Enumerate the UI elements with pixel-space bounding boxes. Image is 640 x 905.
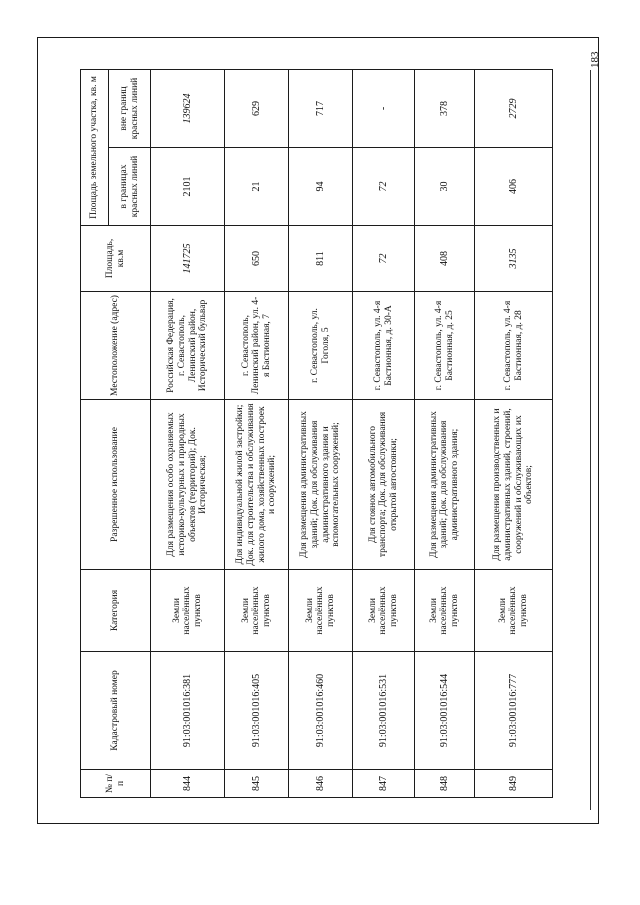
cell-outside: 139624 bbox=[151, 69, 225, 147]
cell-cadastral: 91:03:001016:544 bbox=[415, 652, 475, 770]
table-row bbox=[225, 69, 289, 797]
cell-area: 141725 bbox=[151, 226, 225, 292]
cell-inside: 94 bbox=[289, 148, 353, 226]
cell-num: 845 bbox=[225, 770, 289, 798]
footer-rule bbox=[590, 70, 591, 810]
header-area: Площадь, кв.м bbox=[81, 226, 151, 292]
cell-location: г. Севастополь, ул. 4-я Бастионная, д. 28 bbox=[475, 292, 553, 400]
page-number: 183 bbox=[589, 51, 601, 69]
cell-num: 846 bbox=[289, 770, 353, 798]
cell-cadastral: 91:03:001016:405 bbox=[225, 652, 289, 770]
cell-use: Для индивидуальной жилой застройки; Док. для строительства и обслуживания жилого дома, хозяйственных построек и сооружений; bbox=[225, 400, 289, 570]
table-row bbox=[151, 69, 225, 797]
header-permitted-use: Разрешенное использование bbox=[81, 400, 151, 570]
cell-outside: 717 bbox=[289, 69, 353, 147]
cell-cadastral: 91:03:001016:777 bbox=[475, 652, 553, 770]
header-outside-red-lines: вне границ красных линий bbox=[109, 69, 151, 147]
cell-inside: 2101 bbox=[151, 148, 225, 226]
cell-inside: 72 bbox=[353, 148, 415, 226]
header-land-area-group: Площадь земельного участка, кв. м bbox=[81, 69, 109, 225]
cell-category: Земли населённых пунктов bbox=[225, 570, 289, 652]
header-cadastral-number: Кадастровый номер bbox=[81, 652, 151, 770]
cell-category: Земли населённых пунктов bbox=[475, 570, 553, 652]
header-num: № п/п bbox=[81, 770, 151, 798]
cell-use: Для стоянок автомобильного транспорта; Док. для обслуживания открытой автостоянки; bbox=[353, 400, 415, 570]
table-row bbox=[415, 69, 475, 797]
cell-category: Земли населённых пунктов bbox=[151, 570, 225, 652]
header-location: Местоположение (адрес) bbox=[81, 292, 151, 400]
cell-outside: 629 bbox=[225, 69, 289, 147]
cell-location: г. Севастополь, ул. 4-я Бастионная, д. 25 bbox=[415, 292, 475, 400]
cell-area: 3135 bbox=[475, 226, 553, 292]
cell-use: Для размещения особо охраняемых историко-культурных и природных объектов (территорий); Док. Историческая; bbox=[151, 400, 225, 570]
cell-num: 849 bbox=[475, 770, 553, 798]
cell-area: 408 bbox=[415, 226, 475, 292]
cell-cadastral: 91:03:001016:531 bbox=[353, 652, 415, 770]
cell-cadastral: 91:03:001016:460 bbox=[289, 652, 353, 770]
table-row bbox=[475, 69, 553, 797]
cell-category: Земли населённых пунктов bbox=[353, 570, 415, 652]
cell-area: 811 bbox=[289, 226, 353, 292]
cell-category: Земли населённых пунктов bbox=[415, 570, 475, 652]
table-row bbox=[289, 69, 353, 797]
cell-outside: 378 bbox=[415, 69, 475, 147]
cell-location: г. Севастополь, Ленинский район, ул. 4-я Бастионная, 7 bbox=[225, 292, 289, 400]
cell-use: Для размещения производственных и административных зданий, строений, сооружений и обслуживающих их объектов; bbox=[475, 400, 553, 570]
cell-inside: 30 bbox=[415, 148, 475, 226]
land-plot-table bbox=[80, 69, 553, 798]
cell-location: г. Севастополь, ул. Гоголя, 5 bbox=[289, 292, 353, 400]
rotated-table-container bbox=[80, 70, 552, 798]
cell-inside: 406 bbox=[475, 148, 553, 226]
cell-inside: 21 bbox=[225, 148, 289, 226]
cell-location: г. Севастополь, ул. 4-я Бастионная, д. 30-А bbox=[353, 292, 415, 400]
cell-outside: 2729 bbox=[475, 69, 553, 147]
header-inside-red-lines: в границах красных линий bbox=[109, 148, 151, 226]
header-category: Категория bbox=[81, 570, 151, 652]
cell-use: Для размещения административных зданий; Док. для обслуживания административного здания; bbox=[415, 400, 475, 570]
cell-num: 847 bbox=[353, 770, 415, 798]
table-row bbox=[353, 69, 415, 797]
cell-outside: - bbox=[353, 69, 415, 147]
cell-num: 844 bbox=[151, 770, 225, 798]
cell-area: 72 bbox=[353, 226, 415, 292]
cell-category: Земли населённых пунктов bbox=[289, 570, 353, 652]
cell-cadastral: 91:03:001016:381 bbox=[151, 652, 225, 770]
cell-num: 848 bbox=[415, 770, 475, 798]
cell-use: Для размещения административных зданий; Док. для обслуживания административного здания и вспомогательных сооружений; bbox=[289, 400, 353, 570]
cell-location: Российская Федерация, г. Севастополь, Ленинский район, Исторический бульвар bbox=[151, 292, 225, 400]
cell-area: 650 bbox=[225, 226, 289, 292]
